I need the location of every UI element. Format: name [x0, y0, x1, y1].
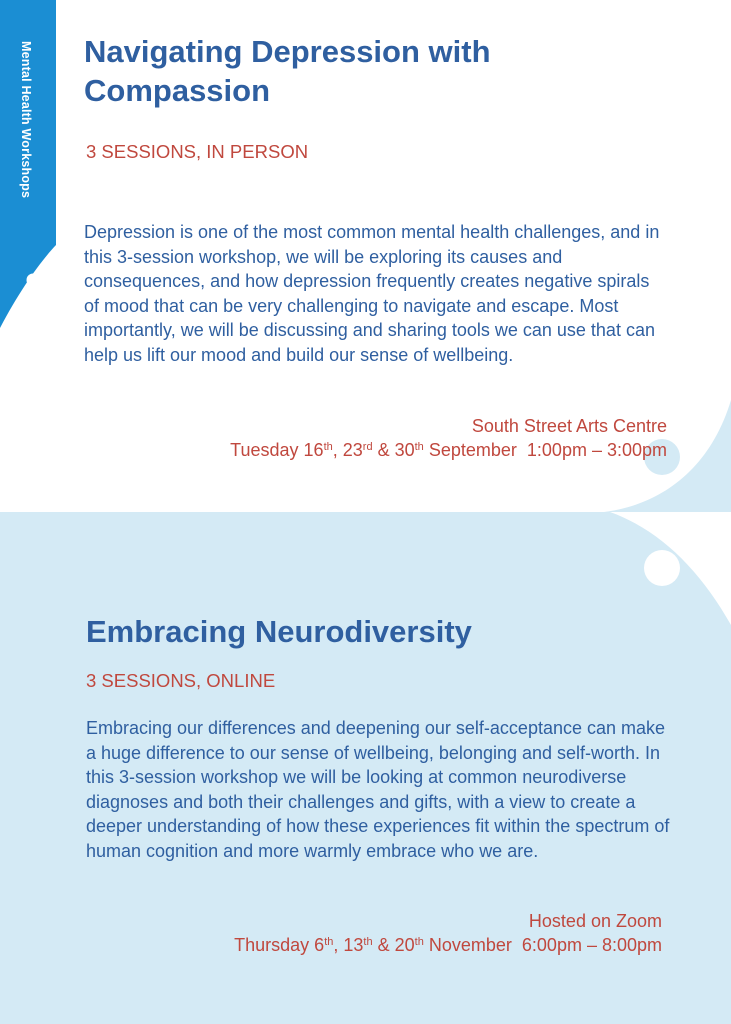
- workshop-location: Hosted on Zoom: [528, 911, 662, 931]
- workshop-time: 6:00pm – 8:00pm: [521, 935, 662, 955]
- workshop-title: Navigating Depression with Compassion: [84, 34, 491, 108]
- lower-figure-head: [644, 550, 680, 586]
- side-tab-label: Mental Health Workshops: [19, 41, 33, 199]
- workshop-description: Embracing our differences and deepening our self-acceptance can make a huge difference to our sense of wellbeing, belonging and self-worth. In this 3-session workshop we will be looking at common neurodiverse diagnoses and both their challenges and gifts, with a view to create a deeper understanding of how these experiences fit within the spectrum of human cognition and more warmly embrace who we are.: [86, 718, 670, 861]
- workshop-depression: [84, 32, 674, 460]
- workshop-neurodiversity: [86, 612, 676, 955]
- workshop-format: 3 SESSIONS, ONLINE: [86, 670, 276, 691]
- side-tab: [0, 0, 56, 330]
- workshop-format: 3 SESSIONS, IN PERSON: [86, 141, 309, 162]
- workshop-description: Depression is one of the most common mental health challenges, and in this 3-session workshop, we will be exploring its causes and consequences, and how depression frequently creates negative spirals of mood that can be very challenging to navigate and escape. Most importantly, we will be discussing and sharing tools we can use that can help us lift our mood and build our sense of wellbeing.: [84, 222, 660, 365]
- workshop-location: South Street Arts Centre: [471, 416, 667, 436]
- workshop-dates: Thursday 6th, 13th & 20th November 6:00pm – 8:00pm: [234, 935, 662, 955]
- workshop-time: 1:00pm – 3:00pm: [526, 440, 667, 460]
- side-tab-dot: [27, 274, 40, 287]
- workshop-dates: Tuesday 16th, 23rd & 30th September 1:00pm – 3:00pm: [230, 440, 667, 460]
- workshop-title: Embracing Neurodiversity: [86, 614, 472, 649]
